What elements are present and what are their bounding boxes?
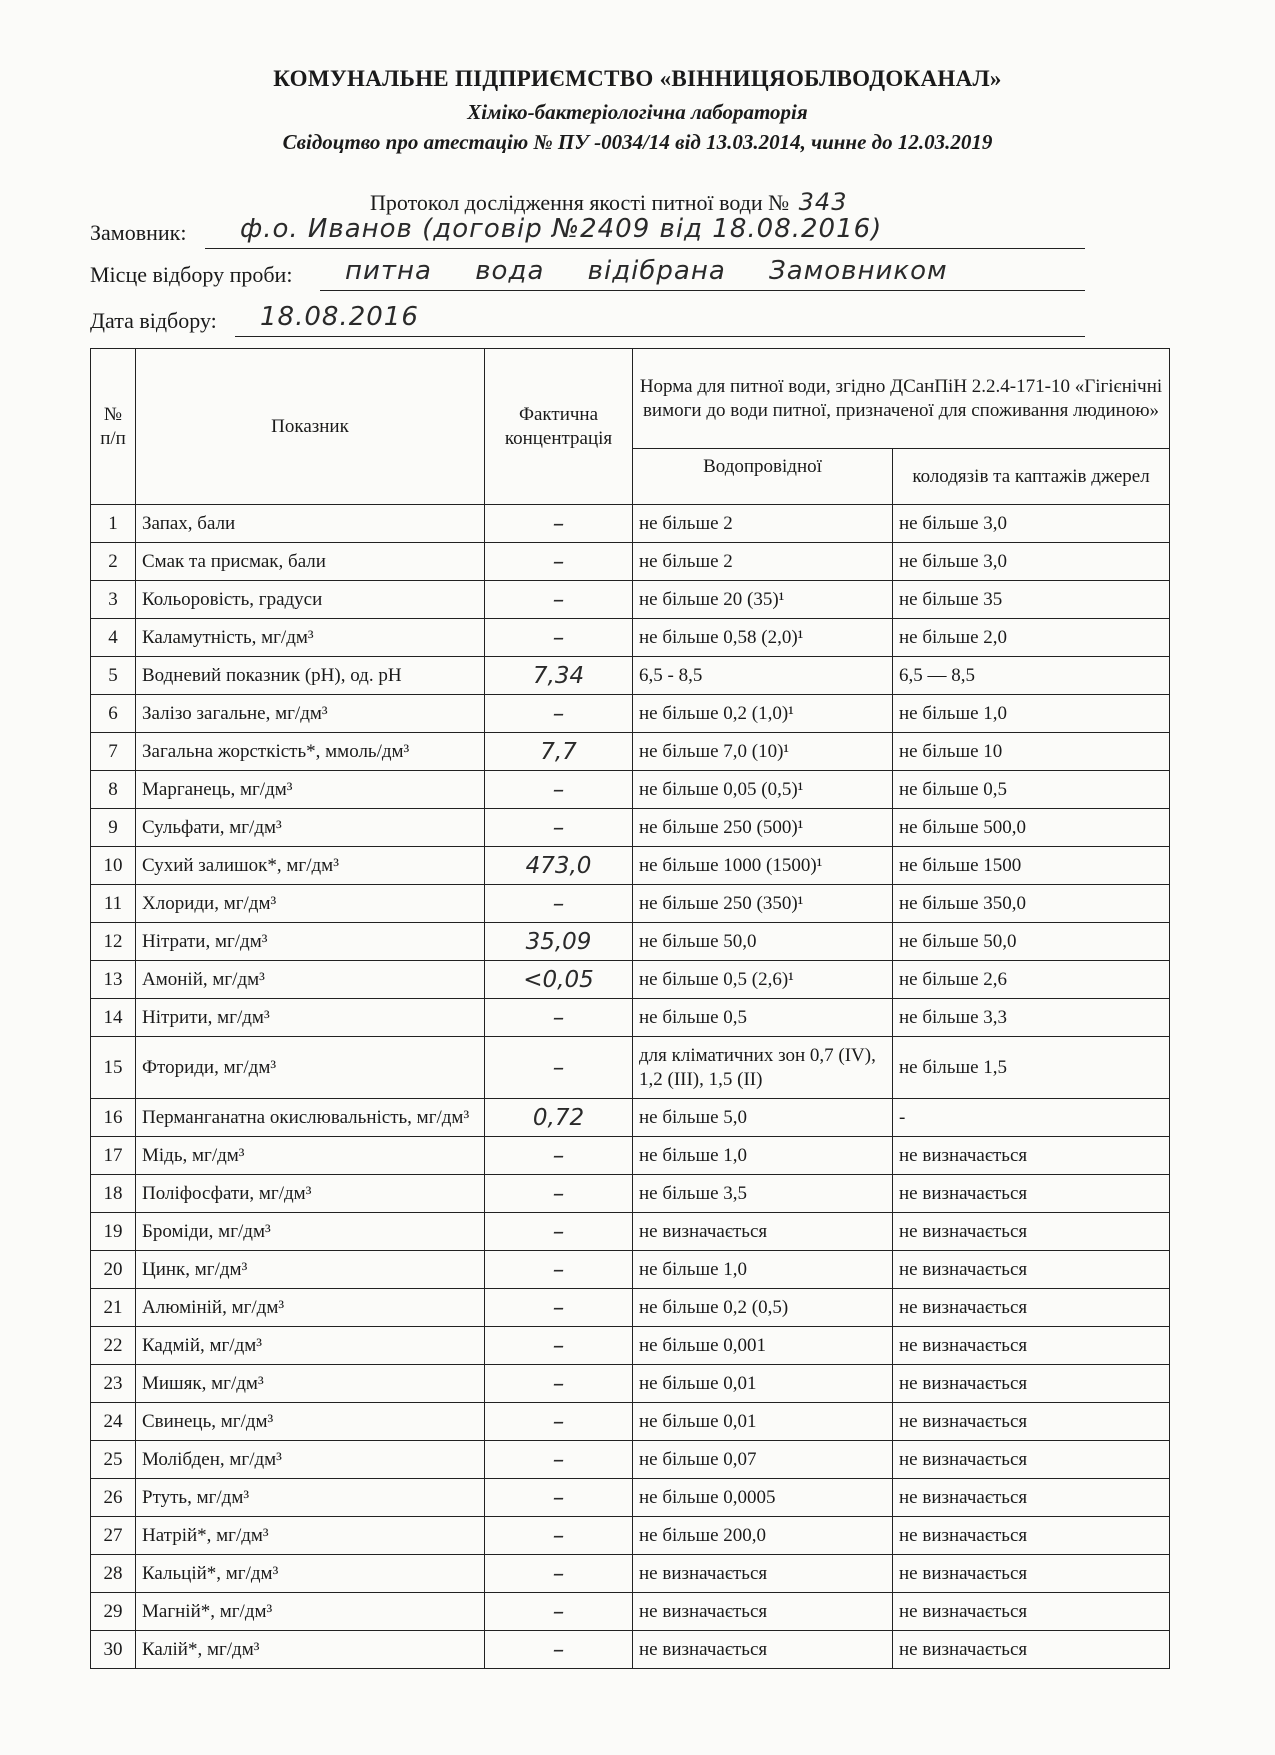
indicator-name: Загальна жорсткість*, ммоль/дм³ bbox=[136, 733, 485, 771]
table-row bbox=[91, 809, 1170, 847]
actual-concentration: – bbox=[485, 1555, 633, 1593]
actual-concentration: – bbox=[485, 543, 633, 581]
table-row bbox=[91, 581, 1170, 619]
actual-concentration: – bbox=[485, 1175, 633, 1213]
table-row bbox=[91, 619, 1170, 657]
row-number: 16 bbox=[91, 1099, 136, 1137]
sampling-date-value: 18.08.2016 bbox=[260, 302, 419, 332]
customer-value: ф.о. Иванов (договір №2409 від 18.08.2016) bbox=[240, 214, 883, 244]
actual-concentration: <0,05 bbox=[485, 961, 633, 999]
row-number: 15 bbox=[91, 1037, 136, 1099]
sampling-place-value: питна вода відібрана Замовником bbox=[345, 256, 948, 286]
row-number: 26 bbox=[91, 1479, 136, 1517]
norm-wells-springs: не визначається bbox=[893, 1289, 1170, 1327]
norm-tap-water: не більше 0,5 (2,6)¹ bbox=[633, 961, 893, 999]
row-number: 20 bbox=[91, 1251, 136, 1289]
norm-wells-springs: 6,5 — 8,5 bbox=[893, 657, 1170, 695]
norm-tap-water: не більше 0,01 bbox=[633, 1365, 893, 1403]
indicator-name: Кольоровість, градуси bbox=[136, 581, 485, 619]
indicator-name: Алюміній, мг/дм³ bbox=[136, 1289, 485, 1327]
indicator-name: Кальцій*, мг/дм³ bbox=[136, 1555, 485, 1593]
norm-tap-water: не більше 2 bbox=[633, 505, 893, 543]
norm-tap-water: не більше 1,0 bbox=[633, 1251, 893, 1289]
norm-tap-water: не більше 0,58 (2,0)¹ bbox=[633, 619, 893, 657]
actual-concentration: – bbox=[485, 1479, 633, 1517]
norm-tap-water: не більше 0,01 bbox=[633, 1403, 893, 1441]
results-table-body bbox=[91, 505, 1170, 1669]
actual-concentration: – bbox=[485, 885, 633, 923]
indicator-name: Смак та присмак, бали bbox=[136, 543, 485, 581]
norm-wells-springs: не визначається bbox=[893, 1631, 1170, 1669]
norm-tap-water: не більше 50,0 bbox=[633, 923, 893, 961]
norm-tap-water: не більше 1,0 bbox=[633, 1137, 893, 1175]
norm-wells-springs: не визначається bbox=[893, 1175, 1170, 1213]
row-number: 22 bbox=[91, 1327, 136, 1365]
row-number: 13 bbox=[91, 961, 136, 999]
row-number: 27 bbox=[91, 1517, 136, 1555]
table-row bbox=[91, 1517, 1170, 1555]
row-number: 3 bbox=[91, 581, 136, 619]
indicator-name: Сухий залишок*, мг/дм³ bbox=[136, 847, 485, 885]
sampling-place-label: Місце відбору проби: bbox=[90, 262, 293, 287]
row-number: 11 bbox=[91, 885, 136, 923]
indicator-name: Водневий показник (pH), од. pH bbox=[136, 657, 485, 695]
organization-name: КОМУНАЛЬНЕ ПІДПРИЄМСТВО «ВІННИЦЯОБЛВОДОКАНАЛ» bbox=[273, 66, 1002, 91]
actual-concentration: – bbox=[485, 619, 633, 657]
norm-tap-water: не більше 20 (35)¹ bbox=[633, 581, 893, 619]
norm-tap-water: не більше 3,5 bbox=[633, 1175, 893, 1213]
actual-concentration: – bbox=[485, 1137, 633, 1175]
norm-tap-water: не більше 200,0 bbox=[633, 1517, 893, 1555]
sampling-place-field bbox=[90, 256, 948, 288]
table-row bbox=[91, 885, 1170, 923]
row-number: 18 bbox=[91, 1175, 136, 1213]
table-row bbox=[91, 1365, 1170, 1403]
protocol-title bbox=[370, 188, 847, 216]
indicator-name: Броміди, мг/дм³ bbox=[136, 1213, 485, 1251]
norm-wells-springs: не визначається bbox=[893, 1251, 1170, 1289]
norm-wells-springs: - bbox=[893, 1099, 1170, 1137]
norm-wells-springs: не більше 2,6 bbox=[893, 961, 1170, 999]
table-row bbox=[91, 1289, 1170, 1327]
norm-tap-water: не більше 2 bbox=[633, 543, 893, 581]
row-number: 29 bbox=[91, 1593, 136, 1631]
table-row bbox=[91, 1251, 1170, 1289]
norm-wells-springs: не більше 1500 bbox=[893, 847, 1170, 885]
actual-concentration: – bbox=[485, 1213, 633, 1251]
norm-wells-springs: не більше 2,0 bbox=[893, 619, 1170, 657]
row-number: 5 bbox=[91, 657, 136, 695]
table-row bbox=[91, 733, 1170, 771]
norm-tap-water: не більше 0,2 (1,0)¹ bbox=[633, 695, 893, 733]
results-table bbox=[90, 348, 1170, 1669]
table-row bbox=[91, 1403, 1170, 1441]
norm-wells-springs: не більше 10 bbox=[893, 733, 1170, 771]
norm-tap-water: не більше 0,5 bbox=[633, 999, 893, 1037]
norm-wells-springs: не визначається bbox=[893, 1327, 1170, 1365]
row-number: 7 bbox=[91, 733, 136, 771]
actual-concentration: – bbox=[485, 809, 633, 847]
norm-tap-water: не визначається bbox=[633, 1593, 893, 1631]
norm-wells-springs: не визначається bbox=[893, 1403, 1170, 1441]
row-number: 28 bbox=[91, 1555, 136, 1593]
indicator-name: Фториди, мг/дм³ bbox=[136, 1037, 485, 1099]
row-number: 8 bbox=[91, 771, 136, 809]
table-row bbox=[91, 1037, 1170, 1099]
indicator-name: Цинк, мг/дм³ bbox=[136, 1251, 485, 1289]
norm-tap-water: не більше 250 (500)¹ bbox=[633, 809, 893, 847]
indicator-name: Калій*, мг/дм³ bbox=[136, 1631, 485, 1669]
header-number: № п/п bbox=[91, 349, 136, 505]
customer-label: Замовник: bbox=[90, 220, 187, 245]
norm-wells-springs: не більше 1,0 bbox=[893, 695, 1170, 733]
table-row bbox=[91, 1213, 1170, 1251]
norm-tap-water: не більше 5,0 bbox=[633, 1099, 893, 1137]
indicator-name: Перманганатна окислювальність, мг/дм³ bbox=[136, 1099, 485, 1137]
table-row bbox=[91, 1441, 1170, 1479]
row-number: 1 bbox=[91, 505, 136, 543]
actual-concentration: – bbox=[485, 1365, 633, 1403]
row-number: 19 bbox=[91, 1213, 136, 1251]
indicator-name: Нітрити, мг/дм³ bbox=[136, 999, 485, 1037]
norm-tap-water: не визначається bbox=[633, 1631, 893, 1669]
norm-tap-water: не більше 0,2 (0,5) bbox=[633, 1289, 893, 1327]
indicator-name: Марганець, мг/дм³ bbox=[136, 771, 485, 809]
actual-concentration: – bbox=[485, 1631, 633, 1669]
table-row bbox=[91, 1593, 1170, 1631]
row-number: 10 bbox=[91, 847, 136, 885]
laboratory-name: Хіміко-бактеріологічна лабораторія bbox=[467, 100, 808, 124]
norm-wells-springs: не визначається bbox=[893, 1479, 1170, 1517]
indicator-name: Запах, бали bbox=[136, 505, 485, 543]
norm-tap-water: не визначається bbox=[633, 1555, 893, 1593]
table-row bbox=[91, 923, 1170, 961]
table-row bbox=[91, 657, 1170, 695]
actual-concentration: – bbox=[485, 1517, 633, 1555]
indicator-name: Кадмій, мг/дм³ bbox=[136, 1327, 485, 1365]
table-row bbox=[91, 1631, 1170, 1669]
actual-concentration: – bbox=[485, 1441, 633, 1479]
row-number: 12 bbox=[91, 923, 136, 961]
table-row bbox=[91, 961, 1170, 999]
norm-wells-springs: не визначається bbox=[893, 1213, 1170, 1251]
indicator-name: Ртуть, мг/дм³ bbox=[136, 1479, 485, 1517]
sampling-date-label: Дата відбору: bbox=[90, 308, 217, 333]
actual-concentration: – bbox=[485, 505, 633, 543]
indicator-name: Молібден, мг/дм³ bbox=[136, 1441, 485, 1479]
table-row bbox=[91, 1479, 1170, 1517]
table-row bbox=[91, 1099, 1170, 1137]
certificate-line: Свідоцтво про атестацію № ПУ -0034/14 від 13.03.2014, чинне до 12.03.2019 bbox=[282, 130, 993, 154]
norm-wells-springs: не більше 3,0 bbox=[893, 505, 1170, 543]
indicator-name: Залізо загальне, мг/дм³ bbox=[136, 695, 485, 733]
header-wells-springs: колодязів та каптажів джерел bbox=[893, 449, 1170, 505]
actual-concentration: – bbox=[485, 695, 633, 733]
actual-concentration: 473,0 bbox=[485, 847, 633, 885]
norm-tap-water: не більше 0,07 bbox=[633, 1441, 893, 1479]
header-tap-water: Водопровідної bbox=[633, 449, 893, 505]
indicator-name: Магній*, мг/дм³ bbox=[136, 1593, 485, 1631]
actual-concentration: – bbox=[485, 1037, 633, 1099]
indicator-name: Каламутність, мг/дм³ bbox=[136, 619, 485, 657]
table-row bbox=[91, 695, 1170, 733]
norm-wells-springs: не більше 1,5 bbox=[893, 1037, 1170, 1099]
table-row bbox=[91, 771, 1170, 809]
indicator-name: Мишяк, мг/дм³ bbox=[136, 1365, 485, 1403]
row-number: 25 bbox=[91, 1441, 136, 1479]
row-number: 17 bbox=[91, 1137, 136, 1175]
row-number: 30 bbox=[91, 1631, 136, 1669]
table-row bbox=[91, 1555, 1170, 1593]
protocol-number: 343 bbox=[798, 188, 848, 216]
norm-tap-water: не більше 0,001 bbox=[633, 1327, 893, 1365]
sampling-date-field bbox=[90, 302, 419, 334]
norm-wells-springs: не визначається bbox=[893, 1593, 1170, 1631]
norm-tap-water: не більше 250 (350)¹ bbox=[633, 885, 893, 923]
table-row bbox=[91, 543, 1170, 581]
norm-wells-springs: не визначається bbox=[893, 1517, 1170, 1555]
norm-wells-springs: не більше 350,0 bbox=[893, 885, 1170, 923]
actual-concentration: – bbox=[485, 771, 633, 809]
indicator-name: Хлориди, мг/дм³ bbox=[136, 885, 485, 923]
row-number: 14 bbox=[91, 999, 136, 1037]
norm-wells-springs: не більше 50,0 bbox=[893, 923, 1170, 961]
actual-concentration: – bbox=[485, 1251, 633, 1289]
norm-wells-springs: не більше 0,5 bbox=[893, 771, 1170, 809]
row-number: 21 bbox=[91, 1289, 136, 1327]
indicator-name: Натрій*, мг/дм³ bbox=[136, 1517, 485, 1555]
table-row bbox=[91, 1175, 1170, 1213]
norm-wells-springs: не визначається bbox=[893, 1137, 1170, 1175]
norm-tap-water: для кліматичних зон 0,7 (IV), 1,2 (III), 1,5 (II) bbox=[633, 1037, 893, 1099]
row-number: 24 bbox=[91, 1403, 136, 1441]
actual-concentration: – bbox=[485, 1403, 633, 1441]
indicator-name: Нітрати, мг/дм³ bbox=[136, 923, 485, 961]
actual-concentration: – bbox=[485, 1593, 633, 1631]
norm-wells-springs: не визначається bbox=[893, 1441, 1170, 1479]
table-row bbox=[91, 1137, 1170, 1175]
norm-tap-water: не більше 7,0 (10)¹ bbox=[633, 733, 893, 771]
table-row bbox=[91, 505, 1170, 543]
header-norm: Норма для питної води, згідно ДСанПіН 2.2.4-171-10 «Гігієнічні вимоги до води питної, призначеної для споживання людиною» bbox=[633, 349, 1170, 449]
table-row bbox=[91, 1327, 1170, 1365]
norm-tap-water: не більше 1000 (1500)¹ bbox=[633, 847, 893, 885]
norm-wells-springs: не визначається bbox=[893, 1365, 1170, 1403]
norm-wells-springs: не більше 3,0 bbox=[893, 543, 1170, 581]
protocol-title-text: Протокол дослідження якості питної води № bbox=[370, 190, 790, 215]
actual-concentration: – bbox=[485, 999, 633, 1037]
norm-tap-water: не визначається bbox=[633, 1213, 893, 1251]
norm-tap-water: не більше 0,0005 bbox=[633, 1479, 893, 1517]
table-row bbox=[91, 999, 1170, 1037]
actual-concentration: 7,7 bbox=[485, 733, 633, 771]
indicator-name: Сульфати, мг/дм³ bbox=[136, 809, 485, 847]
indicator-name: Амоній, мг/дм³ bbox=[136, 961, 485, 999]
actual-concentration: 7,34 bbox=[485, 657, 633, 695]
table-row bbox=[91, 847, 1170, 885]
row-number: 4 bbox=[91, 619, 136, 657]
actual-concentration: – bbox=[485, 581, 633, 619]
actual-concentration: 0,72 bbox=[485, 1099, 633, 1137]
actual-concentration: 35,09 bbox=[485, 923, 633, 961]
header-indicator: Показник bbox=[136, 349, 485, 505]
header-actual-concentration: Фактична концентрація bbox=[485, 349, 633, 505]
norm-wells-springs: не більше 500,0 bbox=[893, 809, 1170, 847]
norm-wells-springs: не більше 3,3 bbox=[893, 999, 1170, 1037]
row-number: 6 bbox=[91, 695, 136, 733]
indicator-name: Мідь, мг/дм³ bbox=[136, 1137, 485, 1175]
norm-wells-springs: не визначається bbox=[893, 1555, 1170, 1593]
norm-wells-springs: не більше 35 bbox=[893, 581, 1170, 619]
norm-tap-water: не більше 0,05 (0,5)¹ bbox=[633, 771, 893, 809]
actual-concentration: – bbox=[485, 1327, 633, 1365]
indicator-name: Поліфосфати, мг/дм³ bbox=[136, 1175, 485, 1213]
row-number: 9 bbox=[91, 809, 136, 847]
customer-field bbox=[90, 214, 883, 246]
norm-tap-water: 6,5 - 8,5 bbox=[633, 657, 893, 695]
row-number: 2 bbox=[91, 543, 136, 581]
indicator-name: Свинець, мг/дм³ bbox=[136, 1403, 485, 1441]
row-number: 23 bbox=[91, 1365, 136, 1403]
actual-concentration: – bbox=[485, 1289, 633, 1327]
